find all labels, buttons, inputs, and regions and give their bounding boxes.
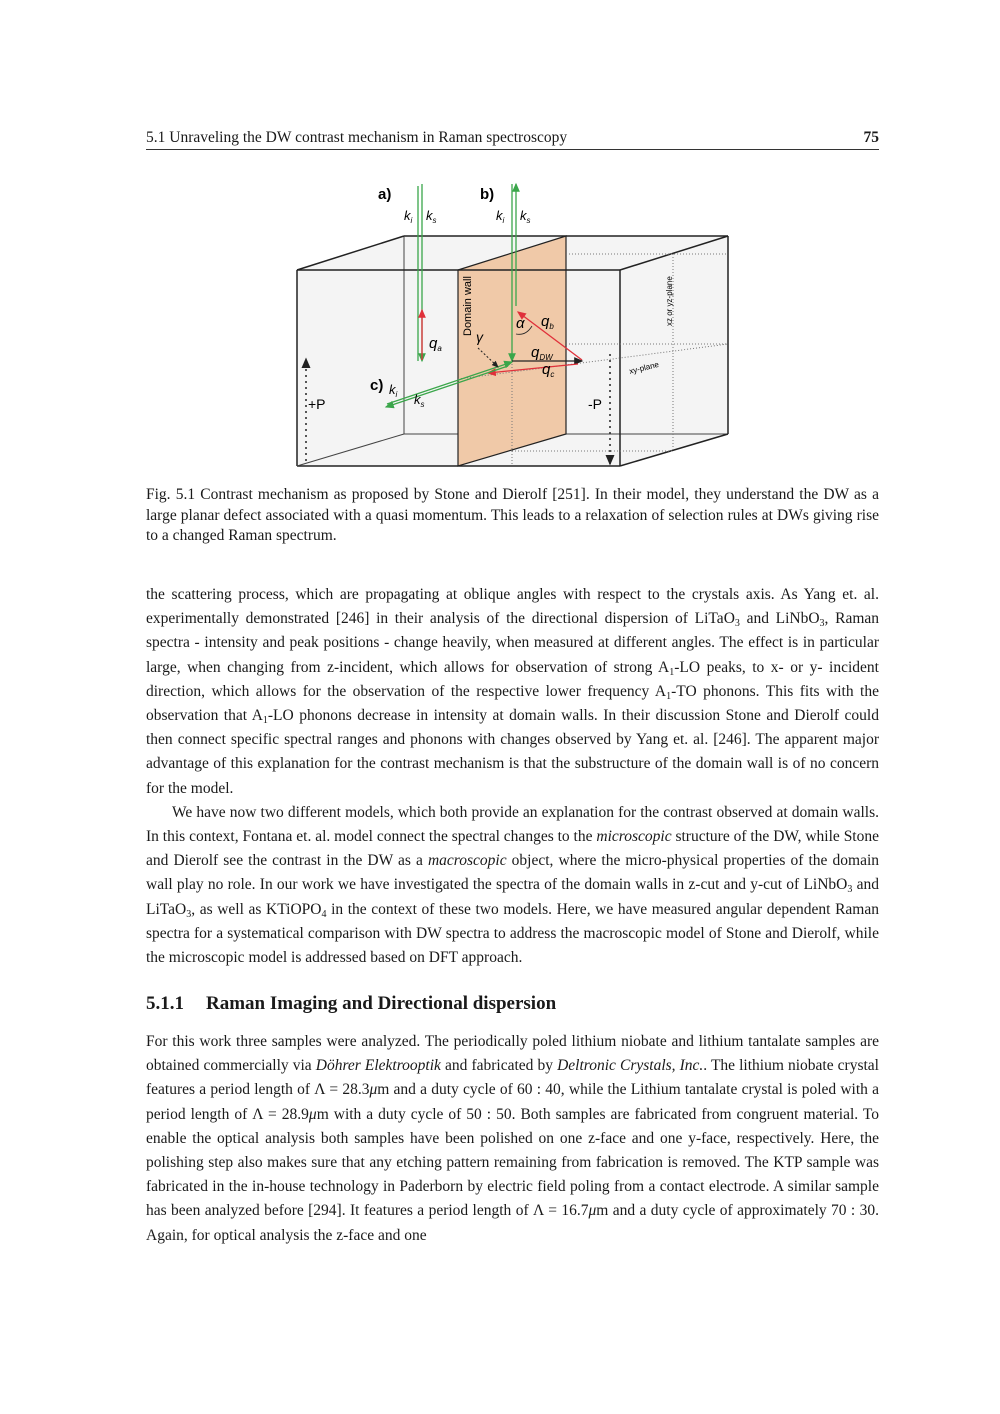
caption-text: Contrast mechanism as proposed by Stone and Dierolf [251]. In their model, they understand the DW as a large planar defect associated with a quasi momentum. This leads to a relaxation of selection rules at DWs giving rise to a changed Raman spectrum. <box>146 486 879 544</box>
svg-text:ks: $k_s$ <box>426 208 437 225</box>
svg-text:ki: $k_i$ <box>389 382 398 399</box>
figure-caption <box>146 485 879 547</box>
svg-text:qDW: $q_{DW}$ <box>531 344 553 362</box>
section-number: 5.1.1 <box>146 993 184 1014</box>
label-c: c) <box>370 377 384 394</box>
running-header <box>146 129 879 150</box>
svg-text:ks: $k_s$ <box>414 392 425 409</box>
paragraph: the scattering process, which are propagating at oblique angles with respect to the crystals axis. As Yang et. al. experimentally demonstrated [246] in their analysis of the directional dispersion of LiTaO$_3$ and LiNbO$_3$, Raman spectra - intensity and peak positions - change heavily, when measured at different angles. The effect is in particular large, when changing from z-incident, which allows for observation of strong $A_1-LO$ peaks, to x- or y- incident direction, which allows for the observation of the respective lower frequency $A_1-TO$ phonons. This fits with the observation that $A_1-LO$ phonons decrease in intensity at domain walls. In their discussion Stone and Dierolf could then connect specific spectral ranges and phonons with changes observed by Yang et. al. [246]. The apparent major advantage of this explanation for the contrast mechanism is that the substructure of the domain wall is of no concern for the model. <box>146 586 880 797</box>
label-plus-p: +P <box>308 396 326 412</box>
paragraph: For this work three samples were analyzed. The periodically poled lithium niobate and lithium tantalate samples are obtained commercially via Döhrer Elektrooptik and fabricated by Deltronic Crystals, Inc.. The lithium niobate crystal features a period length of Λ = 28.3μm and a duty cycle of 60 : 40, while the Lithium tantalate crystal is poled with a period length of Λ = 28.9μm with a duty cycle of 50 : 50. Both samples are fabricated from congruent material. To enable the optical analysis both samples have been polished on one z-face and one y-face, respectively. Here, the polishing step also makes sure that any etching pattern remaining from fabrication is removed. The KTP sample was fabricated in the in-house technology in Paderborn by electric field poling from a contact electrode. A similar sample has been analyzed before [294]. It features a period length of Λ = 16.7μm and a duty cycle of approximately 70 : 30. Again, for optical analysis the z-face and one <box>146 1033 880 1244</box>
body-text <box>146 583 879 970</box>
label-xy-plane: xy-plane <box>628 359 660 376</box>
label-domain-wall: Domain wall <box>462 276 474 336</box>
paragraph: We have now two different models, which both provide an explanation for the contrast observed at domain walls. In this context, Fontana et. al. model connect the spectral changes to the microscopic structure of the DW, while Stone and Dierolf see the contrast in the DW as a macroscopic object, where the micro-physical properties of the domain wall play no role. In our work we have investigated the spectra of the domain walls in z-cut and y-cut of LiNbO$_3$ and LiTaO$_3$, as well as KTiOPO$_4$ in the context of these two models. Here, we have measured angular dependent Raman spectra for a systematical comparison with DW spectra to address the macroscopic model of Stone and Dierolf, while the microscopic model is addressed based on DFT approach. <box>146 803 879 967</box>
svg-text:ks: $k_s$ <box>520 208 531 225</box>
label-a: a) <box>378 186 392 203</box>
label-minus-p: -P <box>588 396 602 412</box>
svg-text:α: α <box>516 315 525 332</box>
domain-wall-diagram <box>290 176 740 476</box>
section-title: Raman Imaging and Directional dispersion <box>206 993 557 1014</box>
running-title: 5.1 Unraveling the DW contrast mechanism in Raman spectroscopy <box>146 129 568 146</box>
svg-text:qa: $q_a$ <box>429 335 442 353</box>
label-xz-yz-plane: xz or yz-plane <box>665 276 674 326</box>
svg-text:ki: $k_i$ <box>496 208 505 225</box>
page-number: 75 <box>863 129 879 146</box>
label-b: b) <box>480 186 495 203</box>
svg-text:ki: $k_i$ <box>404 208 413 225</box>
section-heading <box>146 993 556 1015</box>
svg-text:qb: $q_b$ <box>541 313 554 331</box>
svg-text:qc: $q_c$ <box>542 361 555 379</box>
figure-5-1 <box>290 176 740 476</box>
caption-label: Fig. 5.1 <box>146 486 196 503</box>
body-text-section <box>146 1030 879 1248</box>
svg-text:γ: γ <box>476 329 483 345</box>
